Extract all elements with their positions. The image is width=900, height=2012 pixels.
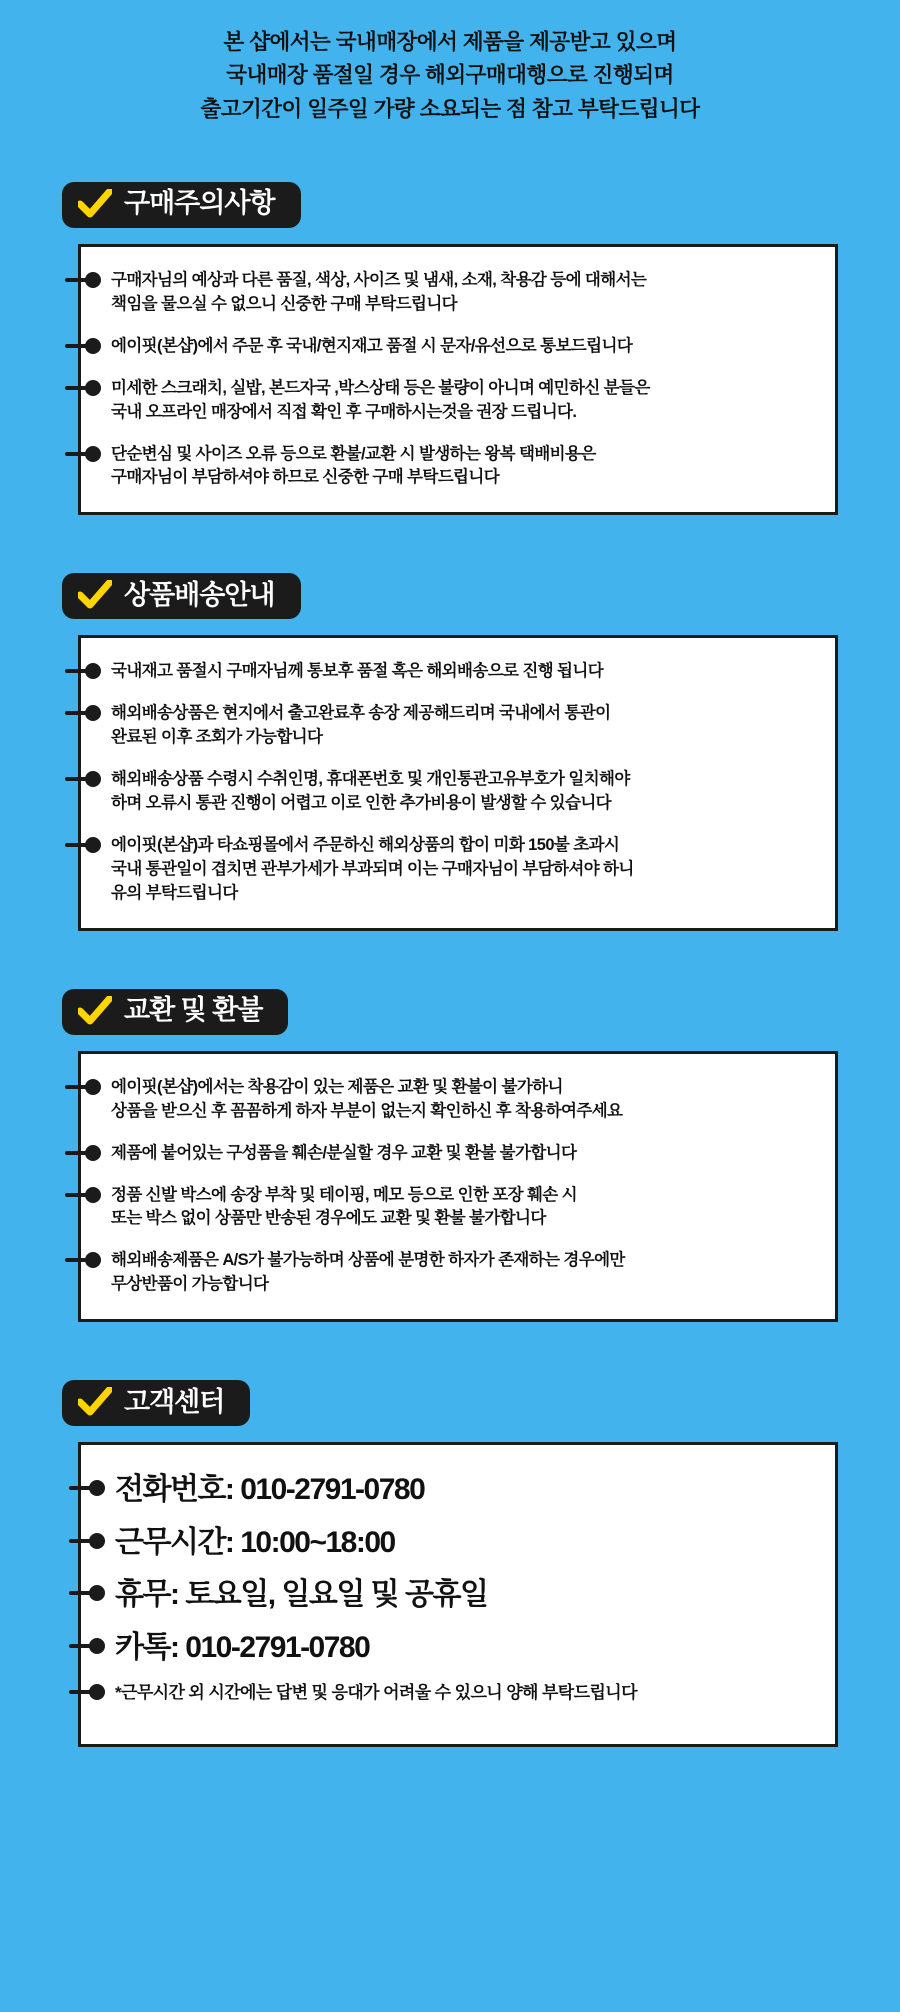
work-hours-text: 근무시간: 10:00~18:00	[115, 1525, 395, 1559]
check-icon	[78, 996, 112, 1026]
list-item-text	[111, 702, 811, 750]
list-item-text	[111, 1249, 811, 1297]
list-item-line: 국내 오프라인 매장에서 직접 확인 후 구매하시는것을 권장 드립니다.	[111, 402, 577, 421]
bullet-dot-icon	[69, 1533, 107, 1549]
list-item-text	[111, 377, 811, 425]
list-item	[111, 443, 811, 491]
list-item-line: 유의 부탁드립니다	[111, 883, 238, 902]
bullet-dot-icon	[65, 446, 103, 462]
kakao-text: 카톡: 010-2791-0780	[115, 1630, 370, 1664]
section-header-purchase-notice	[62, 182, 301, 228]
section-header-shipping-guide	[62, 573, 301, 619]
list-item-line: 해외배송제품은 A/S가 불가능하며 상품에 분명한 하자가 존재하는 경우에만	[111, 1251, 625, 1270]
check-icon	[78, 580, 112, 610]
section-purchase-notice	[0, 182, 900, 515]
list-item	[111, 1076, 811, 1124]
list-item-line: 에이핏(본샵)과 타쇼핑몰에서 주문하신 해외상품의 합이 미화 150불 초과시	[111, 836, 620, 854]
list-item-line: 에이핏(본샵)에서는 착용감이 있는 제품은 교환 및 환불이 불가하니	[111, 1077, 563, 1096]
list-item-line: 완료된 이후 조회가 가능합니다	[111, 728, 323, 747]
bullet-dot-icon	[65, 272, 103, 288]
bullet-dot-icon	[69, 1638, 107, 1654]
list-item-line: 구매자님의 예상과 다른 품질, 색상, 사이즈 및 냄새, 소재, 착용감 등에 대해서는	[111, 270, 647, 289]
list-item-line: 무상반품이 가능합니다	[111, 1275, 269, 1294]
list-item-line: 책임을 물으실 수 없으니 신중한 구매 부탁드립니다	[111, 294, 458, 313]
section-title: 구매주의사항	[124, 188, 275, 219]
list-item	[111, 660, 811, 684]
list-item	[115, 1629, 811, 1667]
list-item	[115, 1471, 811, 1509]
section-body-customer-center	[78, 1442, 838, 1747]
list-item	[111, 702, 811, 750]
list-item	[111, 768, 811, 816]
bullet-dot-icon	[69, 1585, 107, 1601]
list-item	[111, 269, 811, 317]
list-item-line: 하며 오류시 통관 진행이 어렵고 이로 인한 추가비용이 발생할 수 있습니다	[111, 794, 612, 813]
list-item-text	[111, 1142, 811, 1166]
list-item-line: 또는 박스 없이 상품만 반송된 경우에도 교환 및 환불 불가합니다	[111, 1209, 546, 1228]
list-item	[111, 1142, 811, 1166]
list-item	[111, 1249, 811, 1297]
section-body-exchange-refund	[78, 1051, 838, 1322]
list-item-line: 해외배송상품은 현지에서 출고완료후 송장 제공해드리며 국내에서 통관이	[111, 704, 611, 723]
list-item	[111, 834, 811, 906]
list-item-text	[111, 1184, 811, 1232]
bullet-dot-icon	[65, 1079, 103, 1095]
intro-block	[0, 0, 900, 136]
list-item-text	[111, 335, 811, 359]
after-hours-note-text: *근무시간 외 시간에는 답변 및 응대가 어려울 수 있으니 양해 부탁드립니다	[115, 1683, 637, 1703]
list-item	[111, 1184, 811, 1232]
list-item-line: 상품을 받으신 후 꼼꼼하게 하자 부분이 없는지 확인하신 후 착용하여주세요	[111, 1101, 623, 1120]
list-item-line: 정품 신발 박스에 송장 부착 및 테이핑, 메모 등으로 인한 포장 훼손 시	[111, 1185, 577, 1204]
list-item	[111, 377, 811, 425]
bullet-dot-icon	[65, 1252, 103, 1268]
list-item-text	[111, 660, 811, 684]
section-title: 상품배송안내	[124, 579, 275, 610]
section-title: 고객센터	[124, 1386, 225, 1417]
list-item-line: 제품에 붙어있는 구성품을 훼손/분실할 경우 교환 및 환불 불가합니다	[111, 1143, 577, 1162]
phone-number-text: 전화번호: 010-2791-0780	[115, 1473, 425, 1507]
section-exchange-refund	[0, 989, 900, 1322]
list-item	[115, 1524, 811, 1562]
list-item-line: 단순변심 및 사이즈 오류 등으로 환불/교환 시 발생하는 왕복 택배비용은	[111, 444, 596, 463]
bullet-dot-icon	[65, 1187, 103, 1203]
list-item-text	[111, 1076, 811, 1124]
section-header-exchange-refund	[62, 989, 288, 1035]
list-item-text	[111, 269, 811, 317]
list-item-line: 국내재고 품절시 구매자님께 통보후 품절 혹은 해외배송으로 진행 됩니다	[111, 662, 604, 681]
bullet-dot-icon	[65, 338, 103, 354]
check-icon	[78, 189, 112, 219]
bullet-dot-icon	[65, 837, 103, 853]
section-body-purchase-notice	[78, 244, 838, 515]
list-item	[115, 1576, 811, 1614]
list-item-text	[111, 834, 811, 906]
list-item	[111, 335, 811, 359]
bullet-dot-icon	[65, 663, 103, 679]
bullet-dot-icon	[65, 1145, 103, 1161]
holiday-text: 휴무: 토요일, 일요일 및 공휴일	[115, 1578, 488, 1612]
bullet-dot-icon	[65, 705, 103, 721]
section-body-shipping-guide	[78, 635, 838, 930]
section-customer-center	[0, 1380, 900, 1747]
list-item-line: 미세한 스크래치, 실밥, 본드자국 ,박스상태 등은 불량이 아니며 예민하신 분들은	[111, 378, 650, 397]
list-item-text	[111, 768, 811, 816]
section-shipping-guide	[0, 573, 900, 930]
list-item	[115, 1681, 811, 1705]
intro-line-2: 국내매장 품절일 경우 해외구매대행으로 진행되며	[226, 63, 674, 88]
check-icon	[78, 1387, 112, 1417]
bullet-dot-icon	[65, 380, 103, 396]
list-item-line: 구매자님이 부담하셔야 하므로 신중한 구매 부탁드립니다	[111, 468, 500, 487]
list-item-line: 국내 통관일이 겹치면 관부가세가 부과되며 이는 구매자님이 부담하셔야 하니	[111, 859, 634, 878]
list-item-text	[111, 443, 811, 491]
section-header-customer-center	[62, 1380, 250, 1426]
bullet-dot-icon	[69, 1684, 107, 1700]
bullet-dot-icon	[65, 771, 103, 787]
list-item-line: 해외배송상품 수령시 수취인명, 휴대폰번호 및 개인통관고유부호가 일치해야	[111, 770, 630, 789]
intro-line-1: 본 샵에서는 국내매장에서 제품을 제공받고 있으며	[223, 30, 677, 54]
list-item-line: 에이핏(본샵)에서 주문 후 국내/현지재고 품절 시 문자/유선으로 통보드립니다	[111, 336, 633, 355]
bullet-dot-icon	[69, 1480, 107, 1496]
section-title: 교환 및 환불	[124, 995, 263, 1026]
intro-line-3: 출고기간이 일주일 가량 소요되는 점 참고 부탁드립니다	[200, 96, 700, 121]
